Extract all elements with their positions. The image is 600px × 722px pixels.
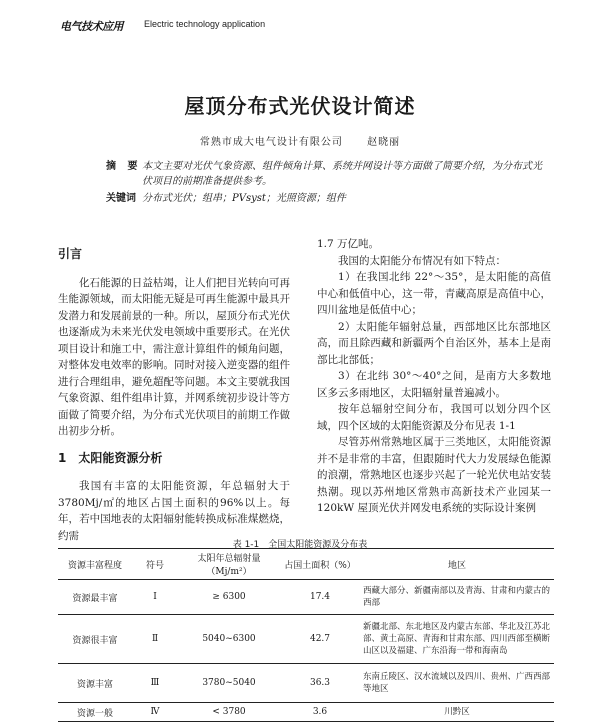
cell-region: 新疆北部、东北地区及内蒙古东部、华北及江苏北部、黄土高原、青海和甘肃东部、四川西部至横断山区以及福建、广东沿海一带和海南岛 [360,615,554,664]
keywords-text: 分布式光伏；组串；PVsyst；光照资源；组件 [142,193,346,204]
cell-area: 3.6 [280,703,360,722]
cell-region: 东南丘陵区、汉水流域以及四川、贵州、广西西部等地区 [360,664,554,703]
continued-text: 1.7 万亿吨。 [317,238,380,250]
cell-level: 资源很丰富 [58,615,132,664]
abstract-text: 本文主要对光伏气象资源、组件倾角计算、系统并网设计等方面做了简要介绍，为分布式光伏项目的前期准备提供参考。 [142,161,542,187]
distribution-lead: 我国的太阳能分布情况有如下特点： [338,254,506,267]
cell-radiation: ≥ 6300 [178,580,280,615]
cell-level: 资源最丰富 [58,580,132,615]
col-header: 太阳年总辐射量（Mj/m²） [178,549,280,580]
cell-radiation: 3780~5040 [178,664,280,703]
cell-area: 17.4 [280,580,360,615]
abstract-row [106,159,546,189]
cell-region: 西藏大部分、新疆南部以及青海、甘肃和内蒙古的西部 [360,580,554,615]
table-row [58,580,554,615]
section1-heading: 1 太阳能资源分析 [58,450,163,465]
keywords-row [106,191,546,206]
cell-radiation: 5040~6300 [178,615,280,664]
author: 赵晓丽 [367,137,401,148]
table-row [58,615,554,664]
table-caption: 表 1-1 全国太阳能资源及分布表 [232,540,368,550]
list-item: 1）在我国北纬 22°～35°，是太阳能的高值中心和低值中心，这一带，青藏高原是高值中心，四川盆地是低值中心； [317,271,551,316]
solar-resource-table [58,548,554,722]
list-item: 3）在北纬 30°～40°之间，是南方大多数地区多云多雨地区，太阳辐射量普遍减小。 [317,370,551,399]
affiliation: 常熟市成大电气设计有限公司 [199,137,343,148]
intro-heading: 引言 [58,247,83,261]
right-column [317,236,551,517]
cell-symbol: Ⅰ [132,580,178,615]
list-item: 2）太阳能年辐射总量，西部地区比东部地区高，而且除西藏和新疆两个自治区外，基本上是南部比北部低； [317,320,551,366]
cell-region: 川黔区 [360,703,554,722]
table-header-row [58,549,554,580]
cell-symbol: Ⅳ [132,703,178,722]
cell-symbol: Ⅲ [132,664,178,703]
cell-area: 36.3 [280,664,360,703]
cell-symbol: Ⅱ [132,615,178,664]
cell-area: 42.7 [280,615,360,664]
running-header [32,18,572,34]
cell-radiation: < 3780 [178,703,280,722]
col-header: 地区 [360,549,554,580]
table-row [58,703,554,722]
article-title: 屋顶分布式光伏设计简述 [184,94,416,118]
case-paragraph: 尽管苏州常熟地区属于三类地区，太阳能资源并不是非常的丰富，但跟随时代大力发展绿色能源的浪潮，常熟地区也逐步兴起了一轮光伏电站安装热潮。现以苏州地区常熟市高新技术产业园某一 120kW 屋顶光伏并网发电系统的实际设计案例 [317,436,551,514]
col-header: 资源丰富程度 [58,549,132,580]
keywords-label: 关键词 [106,193,136,204]
journal-name-en: Electric technology application [144,19,266,29]
abstract-block [106,159,546,206]
region-paragraph: 按年总辐射空间分布，我国可以划分四个区域，四个区域的太阳能资源及分布见表 1-1 [317,403,551,432]
journal-name-cn: 电气技术应用 [60,20,123,33]
left-column [58,236,290,544]
section1-paragraph: 我国有丰富的太阳能资源，年总辐射大于3780Mj/㎡的地区占国土面积的96%以上。每年，若中国地表的太阳辐射能转换成标准煤燃烧，约需 [58,480,290,542]
byline [0,133,600,148]
abstract-label: 摘 要 [106,161,142,172]
table-row [58,664,554,703]
cell-level: 资源一般 [58,703,132,722]
intro-paragraph: 化石能源的日益枯竭，让人们把目光转向可再生能源领域，而太阳能无疑是可再生能源中最具开发潜力和发展前景的一种。所以，屋顶分布式光伏也逐渐成为未来光伏发电领域中重要形式。在光伏项目设计和施工中，需注意计算组件的倾角问题，对整体发电效率的影响。同时对接入逆变器的组件进行合理组串，避免超配等问题。本文主要就我国气象资源、组件组串计算，并网系统初步设计等方面做了简要介绍，为分布式光伏项目的前期工作做出初步分析。 [58,276,290,437]
col-header: 符号 [132,549,178,580]
col-header: 占国土面积（%） [280,549,360,580]
cell-level: 资源丰富 [58,664,132,703]
